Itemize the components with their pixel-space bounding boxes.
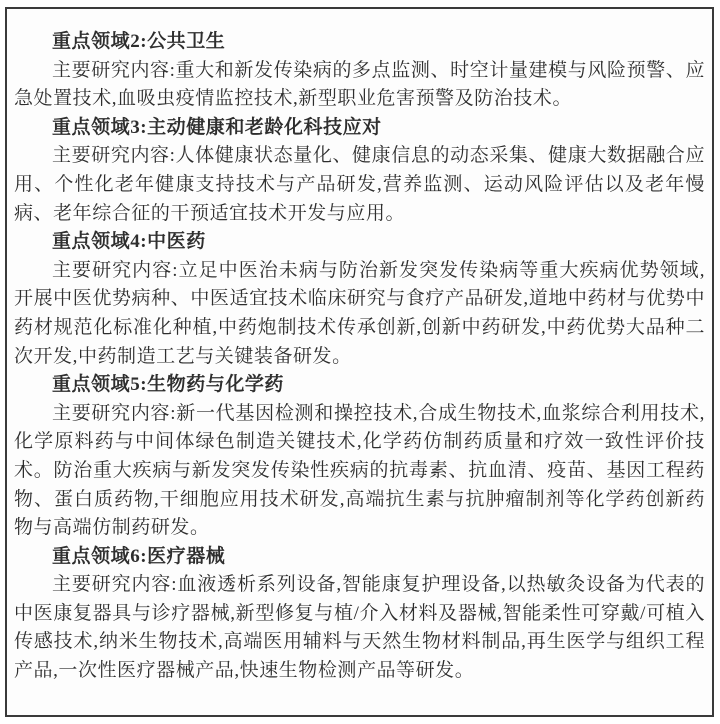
section-traditional-chinese-medicine [14,228,705,371]
section-medical-devices [14,543,705,686]
section-bio-chemical-pharma [14,371,705,543]
section-active-health-aging [14,114,705,228]
section-public-health [14,28,705,114]
section-heading-medical-devices: 重点领域6:医疗器械 [52,545,226,567]
section-body-bio-chemical-pharma: 主要研究内容:新一代基因检测和操控技术,合成生物技术,血浆综合利用技术,化学原料药与中间体绿色制造关键技术,化学药仿制药质量和疗效一致性评价技术。防治重大疾病与新发突发传染性疾病的抗毒素、抗血清、疫苗、基因工程药物、蛋白质药物,干细胞应用技术研发,高端抗生素与抗肿瘤制剂等化学药创新药物与高端仿制药研发。 [14,402,705,539]
document-page-frame [5,7,714,717]
section-heading-public-health: 重点领域2:公共卫生 [52,31,226,52]
section-heading-bio-chemical-pharma: 重点领域5:生物药与化学药 [52,374,284,396]
section-heading-traditional-chinese-medicine: 重点领域4:中医药 [52,231,206,253]
section-body-active-health-aging: 主要研究内容:人体健康状态量化、健康信息的动态采集、健康大数据融合应用、个性化老年健康支持技术与产品研发,营养监测、运动风险评估以及老年慢病、老年综合征的干预适宜技术开发与应用。 [14,145,705,224]
section-body-traditional-chinese-medicine: 主要研究内容:立足中医治未病与防治新发突发传染病等重大疾病优势领域,开展中医优势病种、中医适宜技术临床研究与食疗产品研发,道地中药材与优势中药材规范化标准化种植,中药炮制技术传承创新,创新中药研发,中药优势大品种二次开发,中药制造工艺与关键装备研发。 [14,259,705,367]
section-heading-active-health-aging: 重点领域3:主动健康和老龄化科技应对 [52,116,382,138]
section-body-medical-devices: 主要研究内容:血液透析系列设备,智能康复护理设备,以热敏灸设备为代表的中医康复器具与诊疗器械,新型修复与植/介入材料及器械,智能柔性可穿戴/可植入传感技术,纳米生物技术,高端医用辅料与天然生物材料制品,再生医学与组织工程产品,一次性医疗器械产品,快速生物检测产品等研发。 [14,574,705,682]
section-body-public-health: 主要研究内容:重大和新发传染病的多点监测、时空计量建模与风险预警、应急处置技术,血吸虫疫情监控技术,新型职业危害预警及防治技术。 [14,59,705,110]
